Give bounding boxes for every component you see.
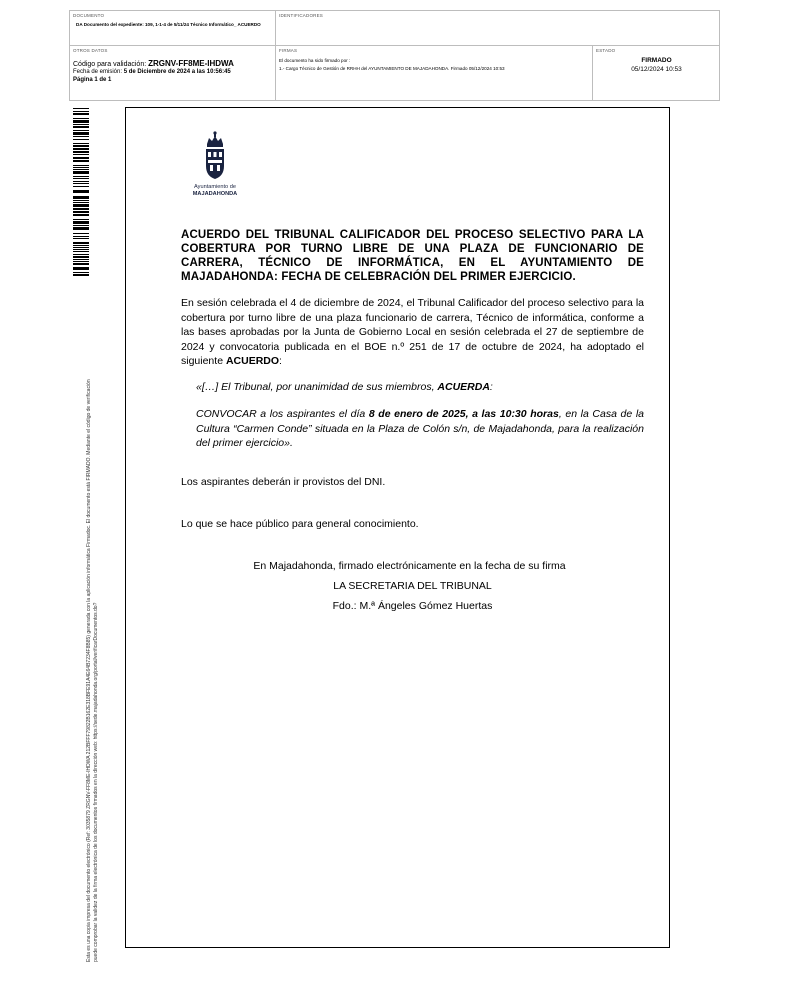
documento-value: DA Documento del expediente: 109, 1-1-4 de 5/11/24 Técnico Informático_ ACUERDO — [76, 22, 261, 27]
page-count: Página 1 de 1 — [73, 77, 112, 83]
signature-place: En Majadahonda, firmado electrónicamente en la fecha de su firma — [253, 560, 566, 572]
side-note-line2: puede comprobar la validez de la firma electrónica de los documentos firmados en la dirección web: https://sede.majadahonda.org/portal/verificarDocumentos.do? — [92, 602, 99, 962]
otros-datos-label: OTROS DATOS — [73, 48, 108, 53]
validation-code-prefix: Código para validación: — [73, 61, 147, 68]
documento-label: DOCUMENTO — [73, 13, 105, 18]
signature-role: LA SECRETARIA DEL TRIBUNAL — [333, 580, 492, 592]
validation-code[interactable]: ZRGNV-FF8ME-IHDWA — [148, 59, 234, 68]
quote-tribunal-end: : — [489, 381, 493, 393]
firmas-signer: 1.- Cargo Técnico de Gestión de RRHH del AYUNTAMIENTO DE MAJADAHONDA. Firmado 05/12/2024 10:53 — [279, 66, 505, 71]
session-paragraph — [181, 296, 644, 369]
logo-line1: Ayuntamiento de — [194, 184, 236, 190]
identificadores-label: IDENTIFICADORES — [279, 13, 324, 18]
barcode-icon — [73, 108, 89, 276]
dni-notice: Los aspirantes deberán ir provistos del DNI. — [181, 476, 386, 488]
document-header — [69, 10, 720, 101]
quote-tribunal-text: «[…] El Tribunal, por unanimidad de sus miembros, — [196, 381, 438, 393]
session-paragraph-end: : — [279, 355, 282, 367]
acuerdo-word: ACUERDO — [225, 355, 280, 367]
logo-line2: MAJADAHONDA — [192, 191, 238, 197]
firmas-intro: El documento ha sido firmado por : — [279, 58, 351, 63]
public-notice: Lo que se hace público para general conocimiento. — [181, 518, 419, 530]
quote-convocar-a: CONVOCAR a los aspirantes el día — [196, 408, 369, 420]
emission-date-line — [73, 69, 231, 75]
emission-date-prefix: Fecha de emisión: — [73, 69, 123, 75]
otros-datos-cell — [70, 46, 276, 101]
estado-value — [593, 56, 720, 74]
document-title: ACUERDO DEL TRIBUNAL CALIFICADOR DEL PROCESO SELECTIVO PARA LA COBERTURA POR TURNO LIBRE DE UNA PLAZA DE FUNCIONARIO DE CARRERA, TÉCNICO DE INFORMÁTICA, EN EL AYUNTAMIENTO DE MAJADAHONDA: FECHA DE CELEBRACIÓN DEL PRIMER EJERCICIO. — [181, 229, 644, 283]
firmas-cell — [276, 46, 593, 101]
acuerda-word: ACUERDA — [437, 381, 490, 393]
signature-name: Fdo.: M.ª Ángeles Gómez Huertas — [332, 600, 493, 612]
estado-cell — [593, 46, 720, 101]
validation-code-line — [73, 59, 234, 68]
verification-side-note — [86, 272, 99, 962]
documento-cell — [70, 11, 276, 46]
emission-date: 5 de Diciembre de 2024 a las 10:56:45 — [123, 69, 231, 75]
side-note-line1: Esta es una copia impresa del documento electrónico (Ref: 3035879 ZRGNV-FF8ME-IHDWA 212BFFF79822B162E318BFE91A4E64B7234F8B85) generada con la aplicación informática Firmadoc. El documento está FIRMADO. Mediante el código de verificación — [86, 379, 92, 962]
quote-tribunal — [196, 380, 644, 395]
quote-convocar — [196, 407, 644, 451]
session-paragraph-text: En sesión celebrada el 4 de diciembre de 2024, el Tribunal Calificador del proceso selectivo para la cobertura por turno libre de una plaza funcionario de carrera, Técnico de informática, conforme a las bases aprobadas por la Junta de Gobierno Local en sesión celebrada el 27 de septiembre de 2024 y convocatoria publicada en el BOE n.º 251 de 17 de octubre de 2024, ha adoptado el siguiente — [181, 297, 644, 367]
exam-date: 8 de enero de 2025, a las 10:30 horas — [368, 408, 559, 420]
majadahonda-crest-logo — [188, 130, 254, 200]
identificadores-cell — [276, 11, 720, 46]
quote-convocar-b: , en la Casa de la Cultura “Carmen Conde” situada en la Plaza de Colón s/n, de Majadahonda, para la realización del primer ejercicio». — [196, 408, 645, 449]
estado-status: FIRMADO — [641, 57, 672, 64]
estado-label: ESTADO — [596, 48, 616, 53]
firmas-label: FIRMAS — [279, 48, 298, 53]
estado-date: 05/12/2024 10:53 — [631, 66, 682, 73]
